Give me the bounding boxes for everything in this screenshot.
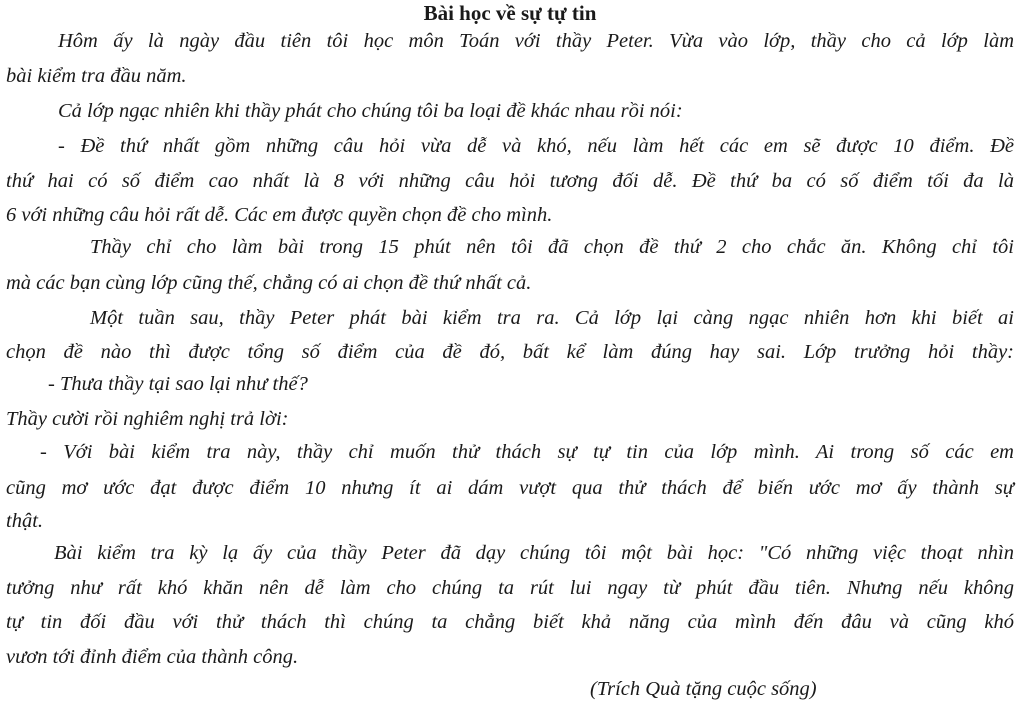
text-line: thứ hai có số điểm cao nhất là 8 với những câu hỏi tương đối dễ. Đề thứ ba có số điểm tối đa là bbox=[6, 170, 1014, 192]
text-line: cũng mơ ước đạt được điểm 10 nhưng ít ai dám vượt qua thử thách để biến ước mơ ấy thành sự bbox=[6, 477, 1014, 499]
text-line: - Thưa thầy tại sao lại như thế? bbox=[48, 373, 308, 395]
text-line: tự tin đối đầu với thử thách thì chúng ta chẳng biết khả năng của mình đến đâu và cũng khó bbox=[6, 611, 1014, 633]
document-title: Bài học về sự tự tin bbox=[423, 1, 597, 25]
text-line: Hôm ấy là ngày đầu tiên tôi học môn Toán với thầy Peter. Vừa vào lớp, thầy cho cả lớp làm bbox=[58, 30, 1014, 52]
text-line: tưởng như rất khó khăn nên dễ làm cho chúng ta rút lui ngay từ phút đầu tiên. Nhưng nếu không bbox=[6, 577, 1014, 599]
text-line: Thầy cười rồi nghiêm nghị trả lời: bbox=[6, 408, 289, 430]
text-line: Cả lớp ngạc nhiên khi thầy phát cho chúng tôi ba loại đề khác nhau rồi nói: bbox=[58, 100, 683, 122]
source-citation: (Trích Quà tặng cuộc sống) bbox=[590, 678, 817, 700]
text-line: Bài kiểm tra kỳ lạ ấy của thầy Peter đã dạy chúng tôi một bài học: "Có những việc thoạt nhìn bbox=[54, 542, 1014, 564]
text-line: thật. bbox=[6, 510, 44, 532]
text-line: Thầy chỉ cho làm bài trong 15 phút nên tôi đã chọn đề thứ 2 cho chắc ăn. Không chỉ tôi bbox=[90, 236, 1014, 258]
text-line: 6 với những câu hỏi rất dễ. Các em được quyền chọn đề cho mình. bbox=[6, 204, 553, 226]
text-line: - Với bài kiểm tra này, thầy chỉ muốn thử thách sự tự tin của lớp mình. Ai trong số các em bbox=[40, 441, 1014, 463]
text-line: chọn đề nào thì được tổng số điểm của đề đó, bất kể làm đúng hay sai. Lớp trưởng hỏi thầy: bbox=[6, 341, 1014, 363]
text-line: - Đề thứ nhất gồm những câu hỏi vừa dễ và khó, nếu làm hết các em sẽ được 10 điểm. Đề bbox=[58, 135, 1014, 157]
text-line: vươn tới đỉnh điểm của thành công. bbox=[6, 646, 299, 668]
text-line: mà các bạn cùng lớp cũng thế, chẳng có ai chọn đề thứ nhất cả. bbox=[6, 272, 532, 294]
text-line: Một tuần sau, thầy Peter phát bài kiểm tra ra. Cả lớp lại càng ngạc nhiên hơn khi biết ai bbox=[90, 307, 1014, 329]
text-line: bài kiểm tra đầu năm. bbox=[6, 65, 187, 87]
